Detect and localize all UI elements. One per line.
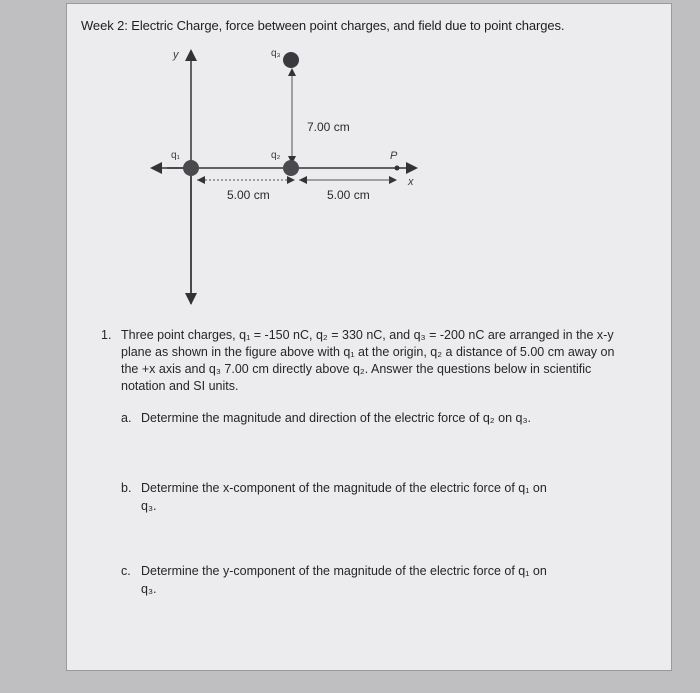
q3-label: q₃ <box>271 48 281 59</box>
part-a-text: Determine the magnitude and direction of the electric force of q₂ on q₃. <box>141 411 532 425</box>
dim-label-q2-p: 5.00 cm <box>327 188 370 202</box>
part-c-tag: c. <box>121 564 131 578</box>
part-b-line1: Determine the x-component of the magnitude of the electric force of q₁ on <box>141 481 547 495</box>
dim-label-q1-q2: 5.00 cm <box>227 188 270 202</box>
part-a <box>121 409 531 427</box>
q1-label: q₁ <box>171 150 180 161</box>
y-axis-label: y <box>173 49 179 61</box>
charge-q3 <box>283 52 299 68</box>
part-b <box>121 479 547 515</box>
charge-q1 <box>183 160 199 176</box>
dim-label-q2-q3: 7.00 cm <box>307 120 350 134</box>
charge-diagram <box>67 4 673 314</box>
problem-1 <box>101 327 621 395</box>
problem-number: 1. <box>101 328 112 342</box>
point-p-label: P <box>390 150 398 162</box>
point-p <box>395 166 400 171</box>
problem-text: Three point charges, q₁ = -150 nC, q₂ = 330 nC, and q₃ = -200 nC are arranged in the x-y plane as shown in the figure above with q₁ at the origin, q₂ a distance of 5.00 cm away on the +x axis and q₃ 7.00 cm directly above q₂. Answer the questions below in scientific notation and SI units. <box>121 328 615 393</box>
part-c-line1: Determine the y-component of the magnitude of the electric force of q₁ on <box>141 564 547 578</box>
part-c-line2: q₃. <box>141 582 157 596</box>
charge-q2 <box>283 160 299 176</box>
worksheet-page <box>66 3 672 671</box>
part-b-line2: q₃. <box>141 499 157 513</box>
part-b-tag: b. <box>121 481 132 495</box>
x-axis-label: x <box>408 176 414 188</box>
page-title: Week 2: Electric Charge, force between point charges, and field due to point charges. <box>81 18 565 33</box>
q2-label: q₂ <box>271 150 281 161</box>
part-a-tag: a. <box>121 411 132 425</box>
part-c <box>121 562 547 598</box>
